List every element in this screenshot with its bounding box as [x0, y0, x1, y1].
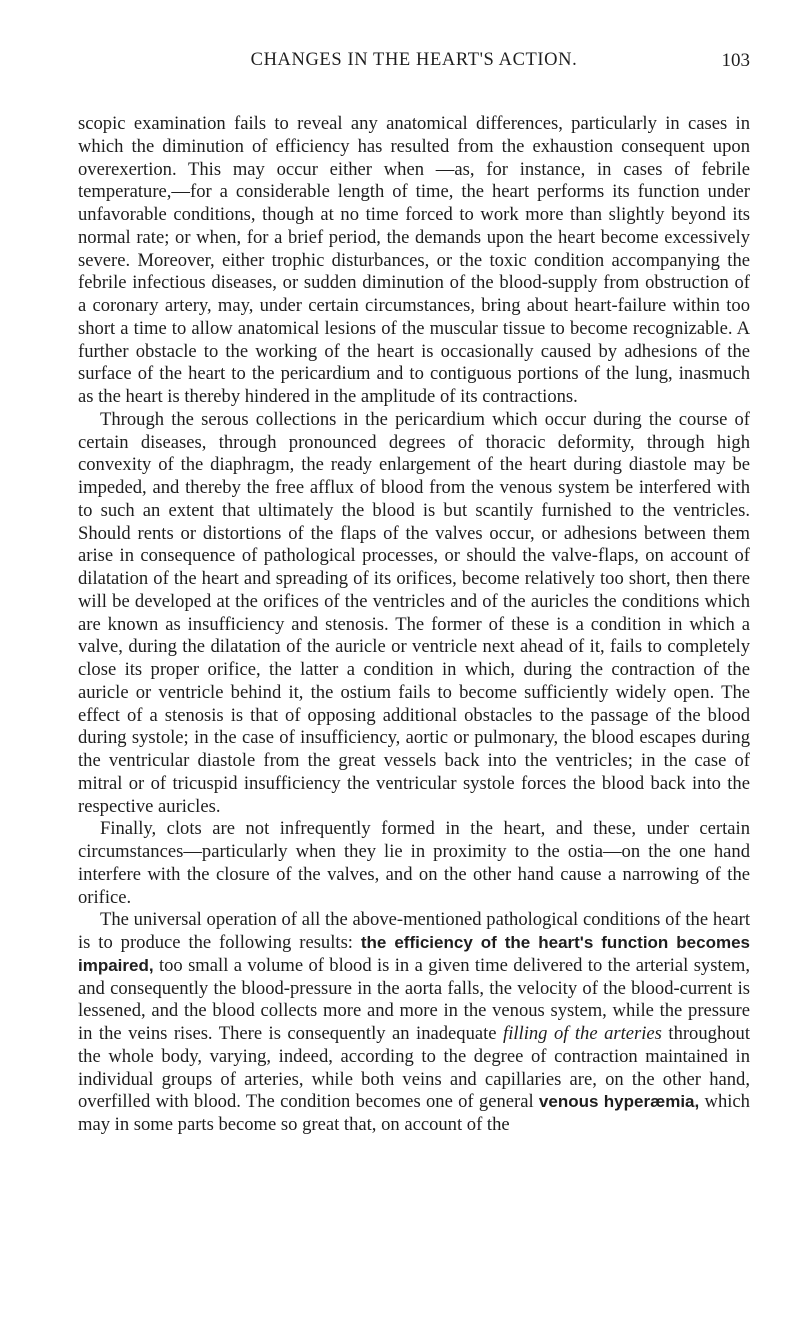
emphasis-heart-efficiency: the efficiency of the heart's function becomes impaired, — [78, 933, 750, 975]
paragraph-4 — [78, 909, 750, 1137]
paragraph-4-text-a: The universal operation of all the above-mentioned pathological conditions of the heart is to produce the following results: — [78, 909, 750, 953]
paragraph-1: scopic examination fails to reveal any anatomical differences, particularly in cases in which the diminution of efficiency has resulted from the exhaustion consequent upon overexertion. This may occur either when —as, for instance, in cases of febrile temperature,—for a considerable length of time, the heart performs its function under unfavorable conditions, though at no time forced to work more than slightly beyond its normal rate; or when, for a brief period, the demands upon the heart become excessively severe. Moreover, either trophic disturbances, or the toxic condition accompanying the febrile infectious diseases, or sudden diminution of the blood-supply from obstruction of a coronary artery, may, under certain circumstances, bring about heart-failure within too short a time to allow anatomical lesions of the muscular tissue to become recognizable. A further obstacle to the working of the heart is occasionally caused by adhesions of the surface of the heart to the pericardium and to contiguous portions of the lung, inasmuch as the heart is thereby hindered in the amplitude of its contractions. — [78, 113, 750, 407]
running-title: CHANGES IN THE HEART'S ACTION. — [250, 50, 578, 70]
paragraph-4-text-c: too small a volume of blood is in a given time delivered to the arterial system, and consequently the blood-pressure in the aorta falls, the velocity of the blood-current is lessened, and the blood collects more and more in the venous system, while the pressure in the veins rises. There is consequently an inadequate — [78, 954, 750, 1044]
running-head — [78, 50, 750, 80]
paragraph-3: Finally, clots are not infrequently formed in the heart, and these, under certain circumstances—particularly when they lie in proximity to the ostia—on the one hand interfere with the closure of the valves, and on the other hand cause a narrowing of the orifice. — [78, 818, 750, 908]
emphasis-venous-hyperaemia: venous hyperæmia, — [538, 1092, 700, 1112]
paragraph-2: Through the serous collections in the pericardium which occur during the course of certain diseases, through pronounced degrees of thoracic deformity, through high convexity of the diaphragm, the ready enlargement of the heart during diastole may be impeded, and thereby the free afflux of blood from the venous system be interfered with to such an extent that ultimately the blood is but scantily furnished to the ventricles. Should rents or distortions of the flaps of the valves occur, or adhesions between them arise in consequence of pathological processes, or should the valve-flaps, on account of dilatation of the heart and spreading of its orifices, become relatively too short, then there will be developed at the orifices of the ventricles and of the auricles the conditions which are known as insufficiency and stenosis. The former of these is a condition in which a valve, during the dilatation of the auricle or ventricle next ahead of it, fails to completely close its proper orifice, the latter a condition in which, during the contraction of the auricle or ventricle behind it, the ostium fails to become sufficiently widely open. The effect of a stenosis is that of opposing additional obstacles to the passage of the blood during systole; in the case of insufficiency, aortic or pulmonary, the blood escapes during the ventricular diastole from the great vessels back into the ventricles; in the case of mitral or of tricuspid insufficiency the ventricular systole forces the blood back into the respective auricles. — [78, 408, 750, 817]
paragraph-4-text-e: throughout the whole body, varying, indeed, according to the degree of contraction maintained in individual groups of arteries, while both veins and capillaries are, on the other hand, overfilled with blood. The condition becomes one of general — [78, 1023, 751, 1113]
emphasis-filling-arteries: filling of the arteries — [503, 1023, 662, 1044]
body-text — [78, 113, 750, 1137]
page-number: 103 — [721, 50, 750, 71]
paragraph-4-text-g: which may in some parts become so great that, on account of the — [78, 1091, 750, 1135]
